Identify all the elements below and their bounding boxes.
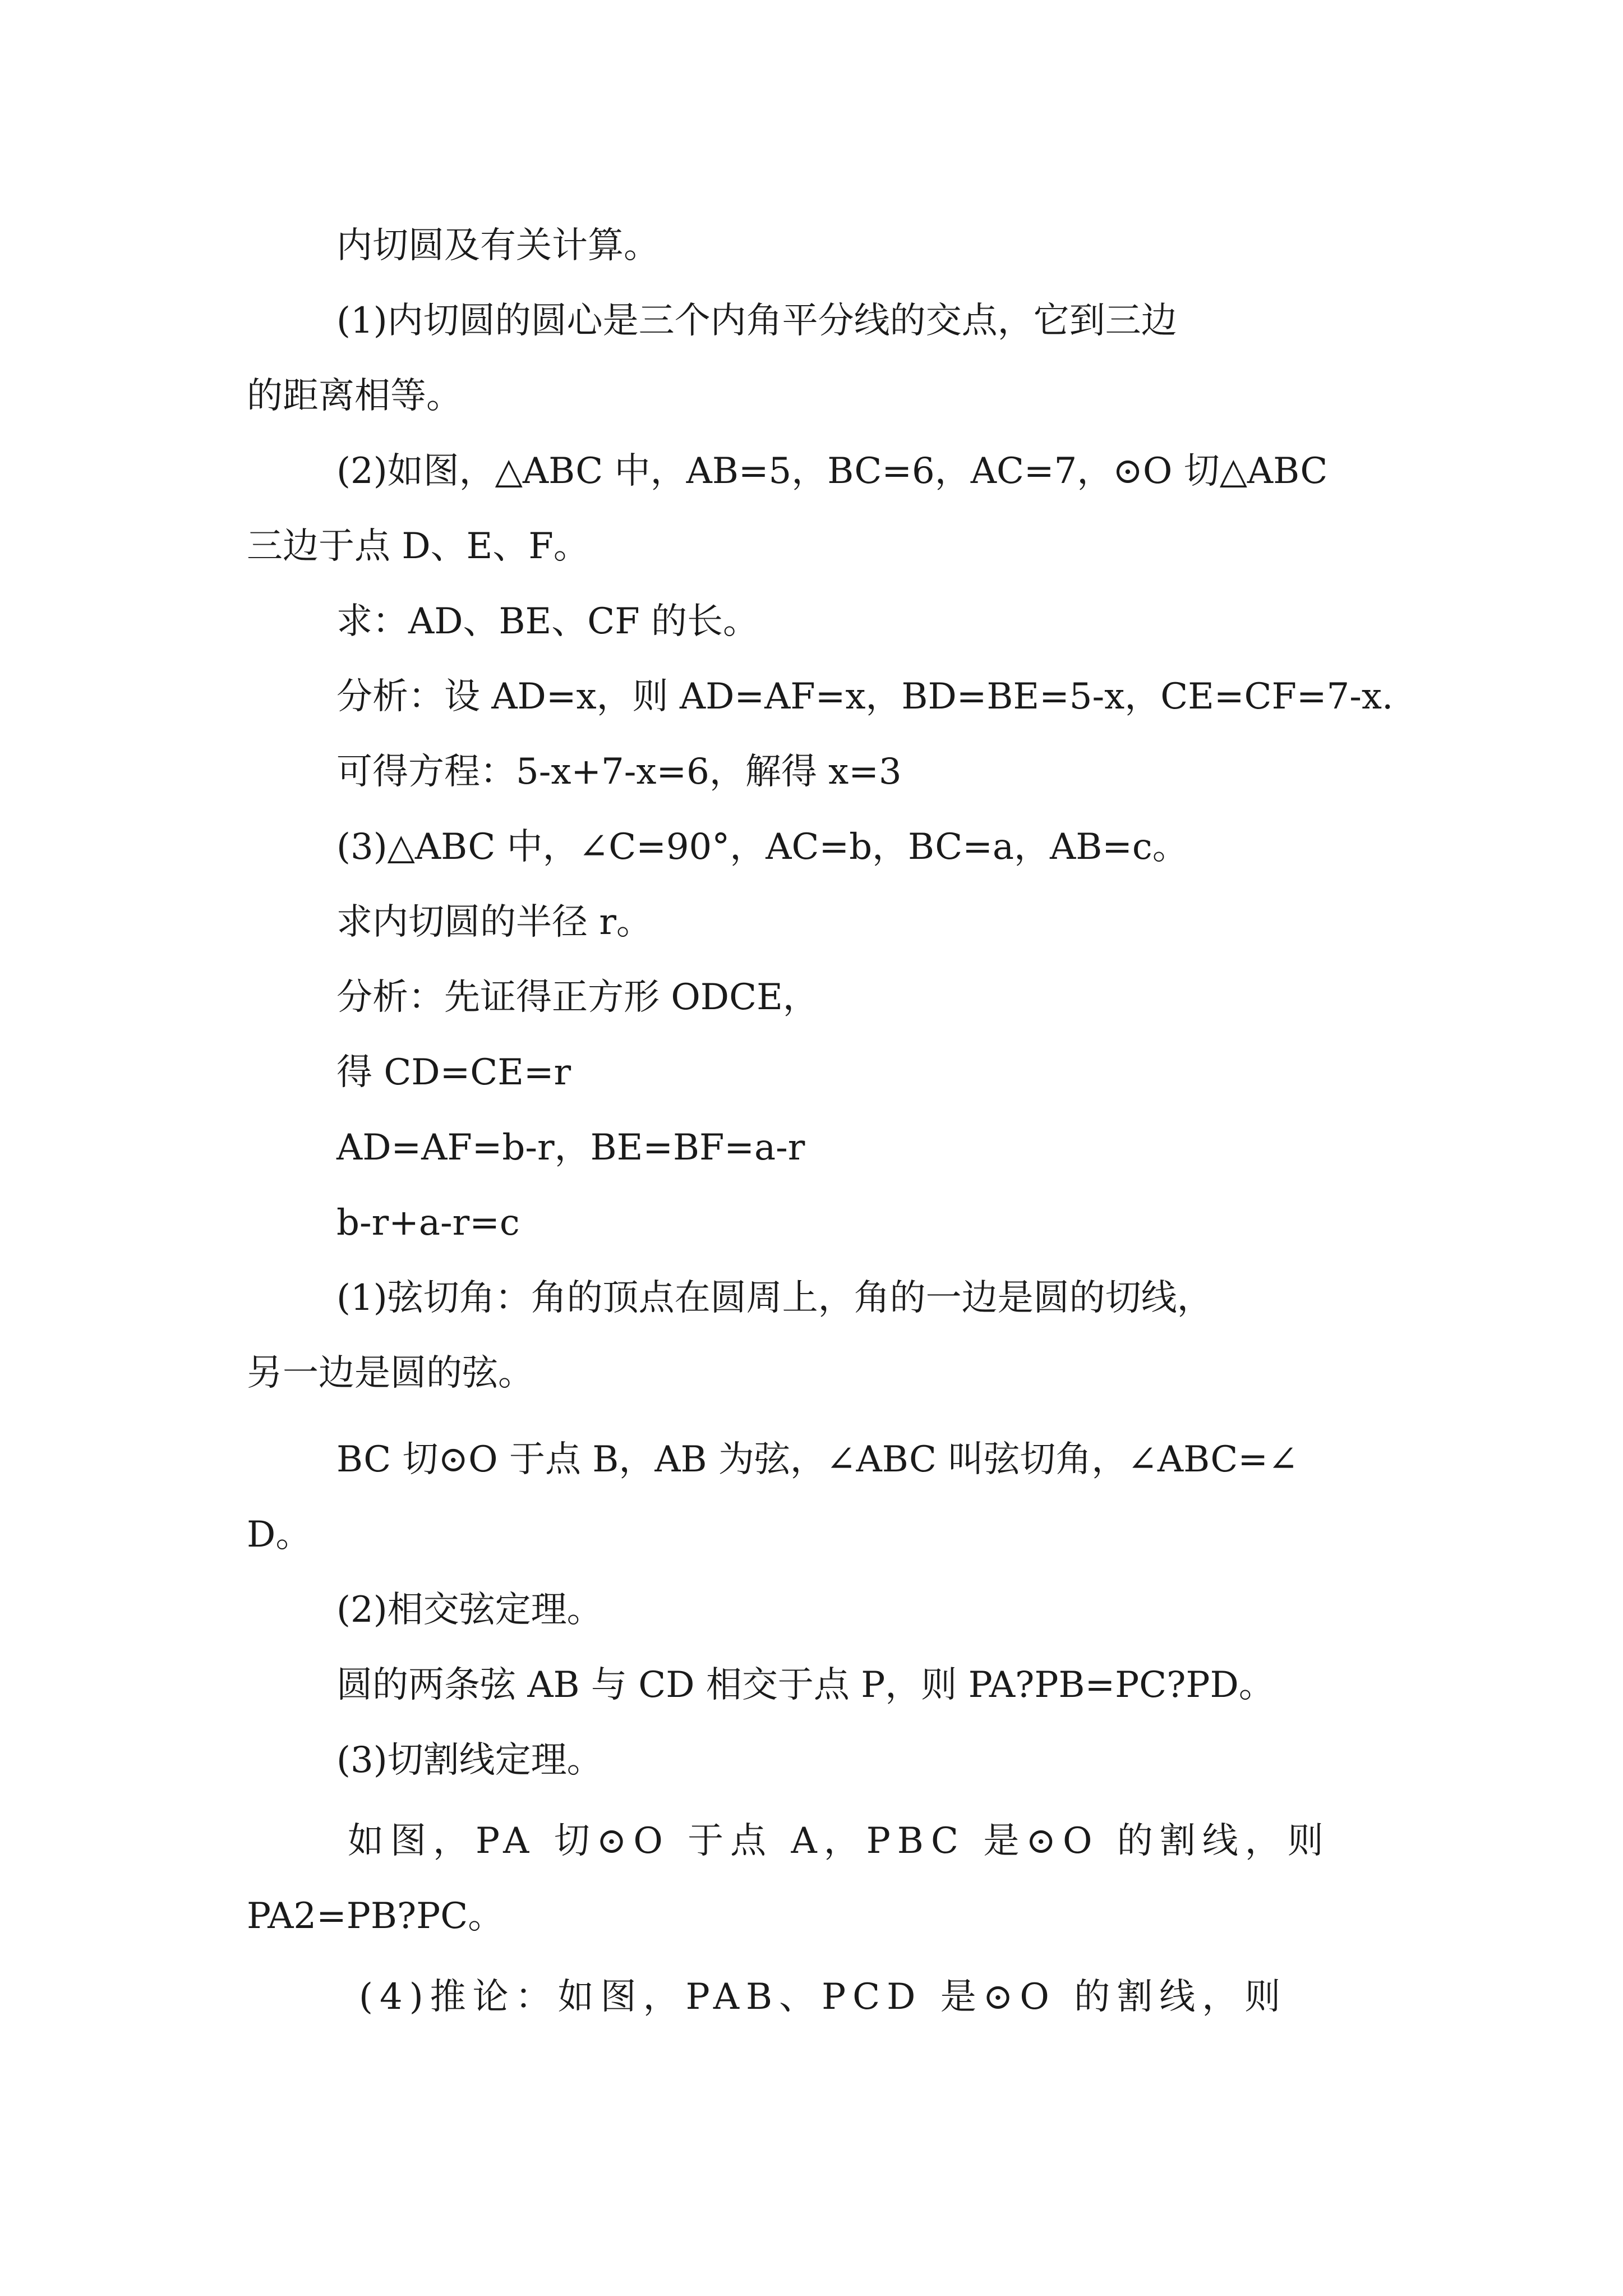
text-line-11: 分析：先证得正方形 ODCE，	[336, 977, 819, 1018]
text-line-1: 内切圆及有关计算。	[336, 225, 660, 266]
text-line-3: 的距离相等。	[247, 375, 462, 417]
text-line-17: BC 切⊙O 于点 B，AB 为弦，∠ABC 叫弦切角，∠ABC=∠	[336, 1439, 1298, 1480]
text-line-20: 圆的两条弦 AB 与 CD 相交于点 P，则 PA?PB=PC?PD。	[336, 1664, 1275, 1706]
text-line-21: (3)切割线定理。	[336, 1740, 603, 1781]
text-line-22: 如图，PA 切⊙O 于点 A，PBC 是⊙O 的割线，则	[348, 1820, 1330, 1862]
text-line-18: D。	[247, 1514, 312, 1556]
text-line-13: AD=AF=b-r，BE=BF=a-r	[336, 1127, 805, 1168]
text-line-4: (2)如图，△ABC 中，AB=5，BC=6，AC=7，⊙O 切△ABC	[336, 450, 1328, 492]
text-line-24: (4)推论：如图，PAB、PCD 是⊙O 的割线，则	[359, 1976, 1288, 2018]
text-line-10: 求内切圆的半径 r。	[336, 901, 652, 943]
text-line-6: 求：AD、BE、CF 的长。	[336, 601, 759, 642]
text-line-12: 得 CD=CE=r	[336, 1052, 571, 1093]
text-line-8: 可得方程：5-x+7-x=6，解得 x=3	[336, 751, 902, 793]
text-line-2: (1)内切圆的圆心是三个内角平分线的交点，它到三边	[336, 300, 1177, 342]
text-line-14: b-r+a-r=c	[336, 1202, 520, 1244]
text-line-23: PA2=PB?PC。	[247, 1895, 504, 1937]
text-line-15: (1)弦切角：角的顶点在圆周上，角的一边是圆的切线，	[336, 1277, 1213, 1319]
text-line-7: 分析：设 AD=x，则 AD=AF=x，BD=BE=5-x，CE=CF=7-x.	[336, 676, 1394, 717]
text-line-16: 另一边是圆的弦。	[247, 1352, 534, 1394]
text-line-19: (2)相交弦定理。	[336, 1589, 603, 1631]
text-line-5: 三边于点 D、E、F。	[247, 526, 589, 567]
text-line-9: (3)△ABC 中，∠C=90°，AC=b，BC=a，AB=c。	[336, 826, 1188, 868]
